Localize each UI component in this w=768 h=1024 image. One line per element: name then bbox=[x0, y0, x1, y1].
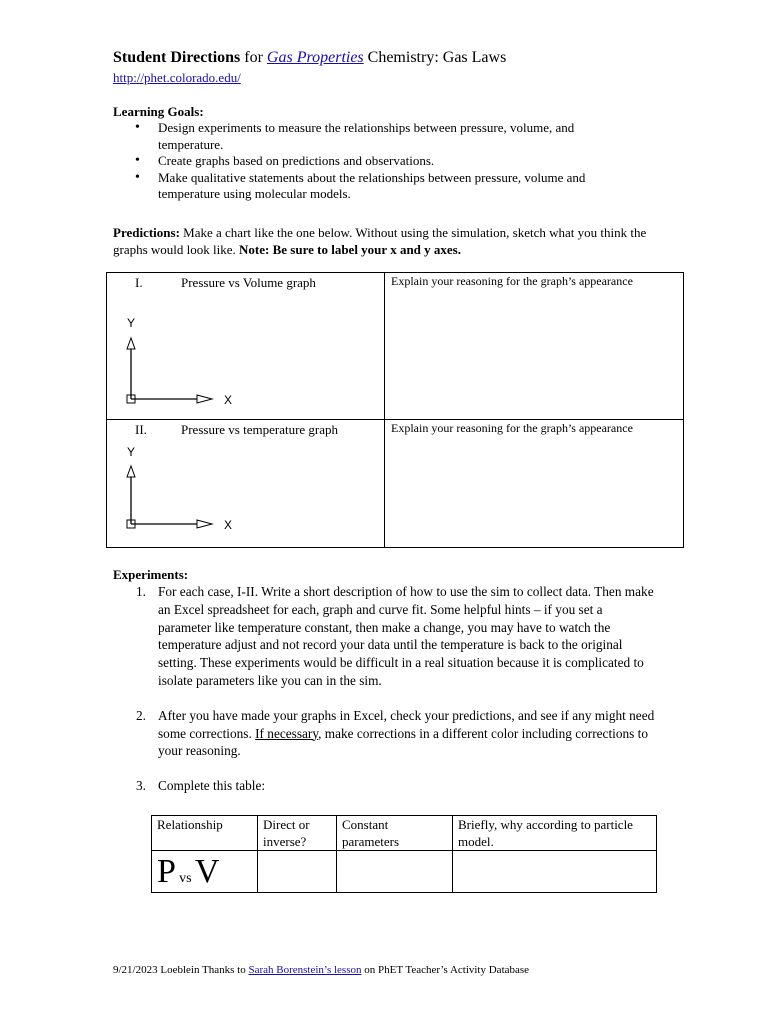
y-axis-label: Y bbox=[127, 316, 136, 330]
graph-cell bbox=[107, 273, 385, 420]
goal-item: • Design experiments to measure the relationships between pressure, volume, and temperature. bbox=[158, 120, 628, 153]
predictions-label: Predictions: bbox=[113, 225, 180, 240]
title-bold: Student Directions bbox=[113, 49, 241, 66]
item-underlined: If necessary bbox=[255, 725, 319, 741]
header-relationship: Relationship bbox=[152, 816, 258, 851]
document-title bbox=[113, 48, 506, 68]
prediction-row bbox=[107, 273, 684, 420]
explain-text: Explain your reasoning for the graph’s appearance bbox=[391, 421, 633, 435]
results-table bbox=[151, 815, 657, 893]
item-text: , make corrections in a different color including corrections to your reasoning. bbox=[158, 725, 648, 759]
x-arrow-icon bbox=[197, 395, 212, 403]
relationship-cell bbox=[152, 851, 258, 893]
note-text: Be sure to label your x and y axes. bbox=[272, 242, 461, 257]
item-text: For each case, I-II. Write a short description of how to use the sim to collect data. Then make an Excel spreadsheet for each, graph and curve fit. Some helpful hints – if you set a parameter like temperature constant, then make a change, you may have to watch the temperature adjust and not record your data until the temperature is back to the original setting. These experiments would be difficult in a real situation because it is complicated to isolate parameters like you can in the sim. bbox=[158, 584, 654, 688]
learning-goals-list bbox=[113, 120, 628, 203]
item-number: 3. bbox=[136, 778, 146, 794]
graph-cell bbox=[107, 420, 385, 548]
footer-suffix: on PhET Teacher’s Activity Database bbox=[364, 964, 530, 976]
item-text: Complete this table: bbox=[158, 778, 266, 794]
header-constant-parameters: Constant parameters bbox=[337, 816, 453, 851]
phet-url-link[interactable]: http://phet.colorado.edu/ bbox=[113, 70, 241, 85]
axes-sketch bbox=[121, 442, 261, 542]
header-direct-inverse: Direct or inverse? bbox=[258, 816, 337, 851]
experiment-item bbox=[136, 777, 658, 795]
predictions-paragraph bbox=[113, 224, 653, 258]
header-particle-model: Briefly, why according to particle model. bbox=[453, 816, 657, 851]
x-axis-label: X bbox=[224, 393, 233, 407]
y-arrow-icon bbox=[127, 338, 135, 349]
experiment-item bbox=[136, 583, 658, 690]
experiments-list bbox=[113, 583, 658, 812]
footer-prefix: 9/21/2023 Loeblein Thanks to bbox=[113, 964, 246, 976]
title-for: for bbox=[244, 49, 263, 66]
explain-cell bbox=[385, 420, 684, 548]
roman-numeral: I. bbox=[135, 275, 143, 290]
explain-cell bbox=[385, 273, 684, 420]
title-rest: Chemistry: Gas Laws bbox=[367, 49, 507, 66]
item-text: After you have made your graphs in Excel, check your predictions, and see if any might need some corrections. bbox=[158, 707, 655, 741]
x-arrow-icon bbox=[197, 520, 212, 528]
predictions-text: Make a chart like the one below. Without using the simulation, sketch what you think the graphs would look like. bbox=[113, 225, 647, 257]
graph-title: Pressure vs temperature graph bbox=[181, 422, 339, 437]
results-header-row bbox=[152, 816, 657, 851]
y-axis-label: Y bbox=[127, 445, 136, 459]
sim-link[interactable]: Gas Properties bbox=[266, 49, 364, 66]
constant-parameters-cell[interactable] bbox=[337, 851, 453, 893]
roman-numeral: II. bbox=[135, 422, 147, 437]
goal-item: • Make qualitative statements about the relationships between pressure, volume and temperature using molecular models. bbox=[158, 170, 628, 203]
explain-text: Explain your reasoning for the graph’s appearance bbox=[391, 274, 633, 288]
direct-inverse-cell[interactable] bbox=[258, 851, 337, 893]
experiment-item bbox=[136, 707, 658, 760]
goal-item: • Create graphs based on predictions and observations. bbox=[158, 153, 628, 170]
particle-model-cell[interactable] bbox=[453, 851, 657, 893]
x-axis-label: X bbox=[224, 518, 233, 532]
learning-goals-heading: Learning Goals: bbox=[113, 104, 204, 119]
prediction-table bbox=[106, 272, 684, 548]
lesson-link[interactable]: Sarah Borenstein’s lesson bbox=[248, 964, 362, 976]
footer bbox=[113, 964, 529, 976]
experiments-heading: Experiments: bbox=[113, 567, 189, 582]
vs-text: vs bbox=[179, 870, 192, 886]
note-label: Note: bbox=[239, 242, 270, 257]
p-symbol: P bbox=[157, 852, 176, 890]
item-number: 2. bbox=[136, 707, 146, 723]
axes-sketch bbox=[121, 313, 261, 413]
y-arrow-icon bbox=[127, 466, 135, 477]
graph-title: Pressure vs Volume graph bbox=[181, 275, 316, 290]
v-symbol: V bbox=[194, 852, 220, 890]
prediction-row bbox=[107, 420, 684, 548]
item-number: 1. bbox=[136, 584, 146, 599]
results-row bbox=[152, 851, 657, 893]
